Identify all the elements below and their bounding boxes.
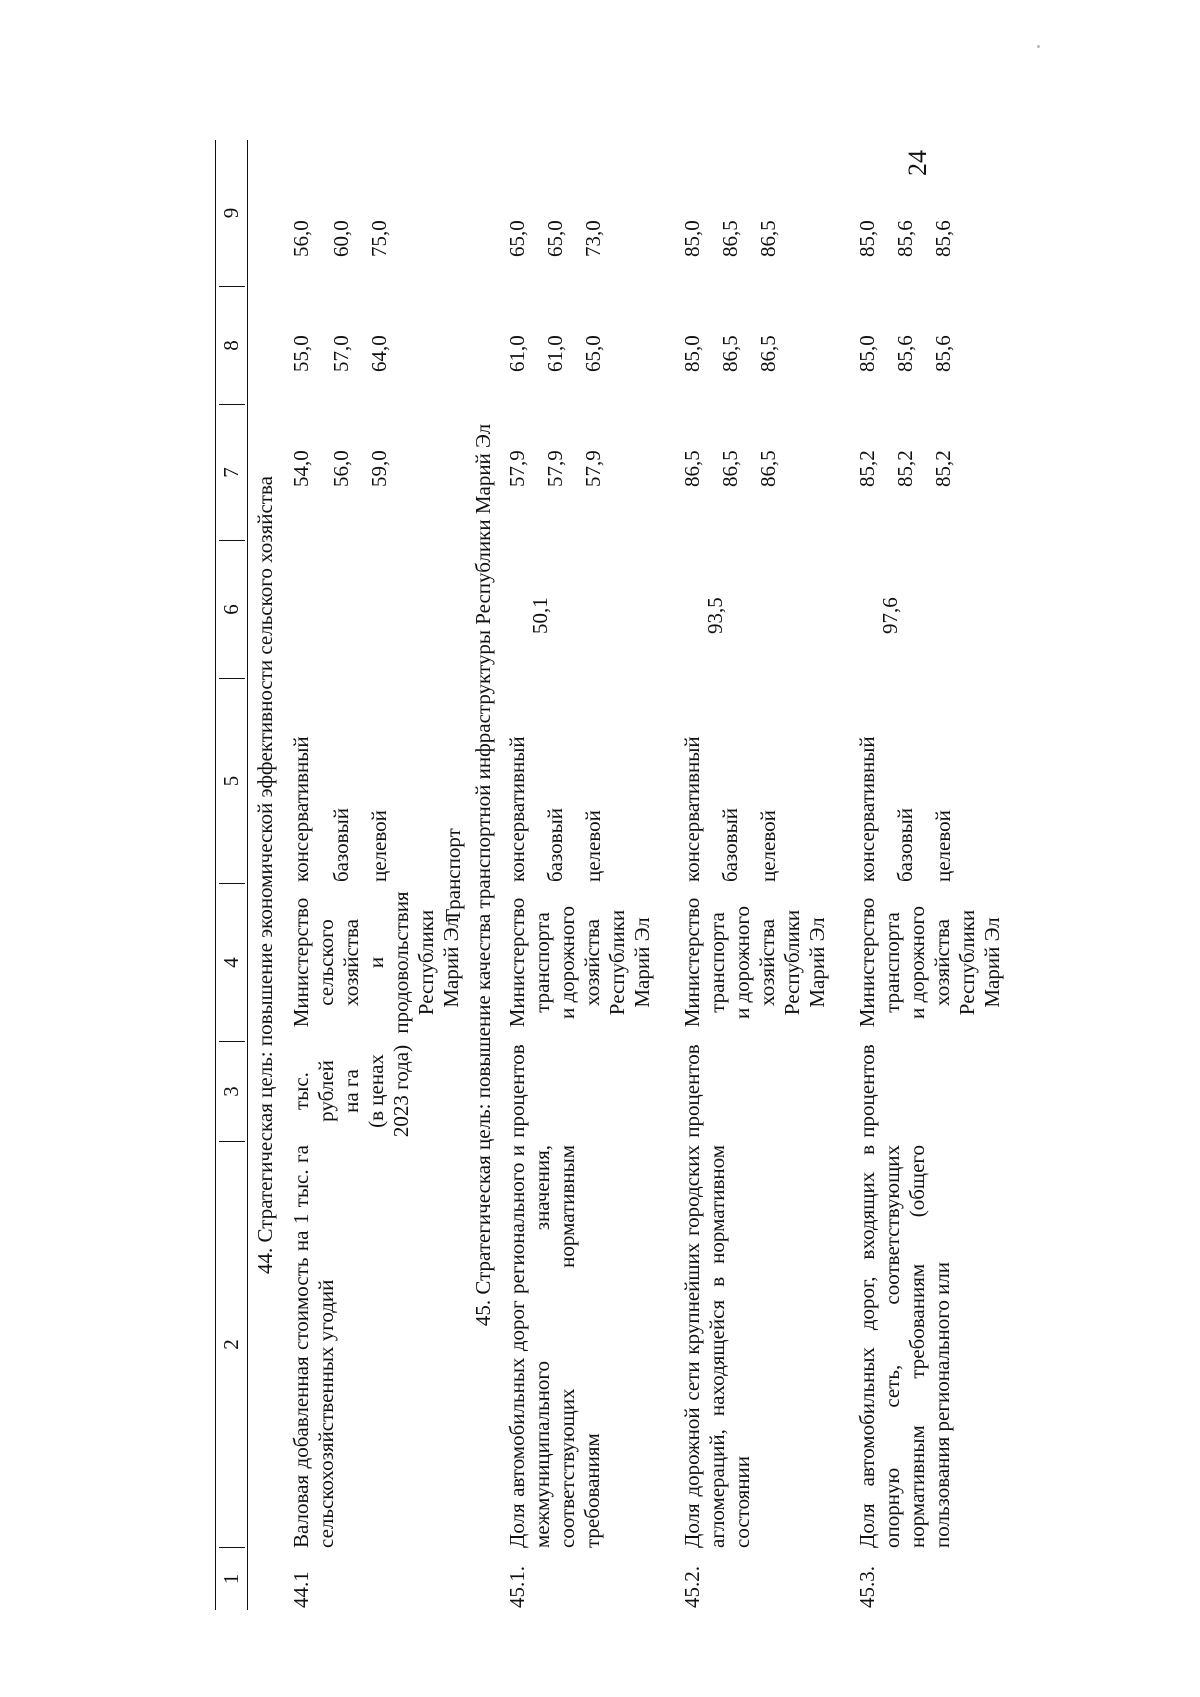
header-col-7: 7 [219,405,245,541]
owner-line: и дорожного [730,906,754,1019]
owner-line: и продовольствия [364,891,413,1034]
owner-line: Республики [780,909,804,1016]
header-col-2: 2 [219,1142,245,1548]
owner-line: хозяйства [580,919,604,1006]
header-col-3: 3 [219,1042,245,1142]
header-col-5: 5 [219,679,245,884]
header-top-rule [215,140,216,1610]
row-45-2-s2-col9: 86,5 [718,220,742,257]
owner-line: транспорта [705,912,729,1013]
owner-line: и дорожного [555,906,579,1019]
unit-line: 2023 года) [389,1044,413,1138]
header-bottom-rule [247,140,248,1610]
row-44-1-number: 44.1 [289,1571,313,1608]
row-45-2-s2-col8: 86,5 [718,335,742,372]
row-45-2-unit: процентов [680,1044,704,1138]
row-45-2-base-value: 93,5 [703,597,727,634]
row-45-3-s1-col7: 85,2 [855,450,879,487]
row-45-1-s1-col9: 65,0 [505,220,529,257]
row-44-1-name: Валовая добавленная стоимость на 1 тыс. га сельскохозяйственных угодий [289,1145,338,1548]
row-44-1-s2-col7: 56,0 [329,450,353,487]
row-44-1-s2-col8: 57,0 [329,335,353,372]
row-44-1-scenario-2: базовый [329,808,353,882]
owner-line: транспорта [880,912,904,1013]
unit-line: тыс. [289,1072,313,1110]
row-44-1-s1-col9: 56,0 [289,220,313,257]
row-44-1-s3-col7: 59,0 [367,450,391,487]
row-45-3-scenario-2: базовый [893,808,917,882]
owner-line: транспорта [530,912,554,1013]
row-45-2-scenario-3: целевой [756,810,780,882]
row-45-2-s1-col7: 86,5 [680,450,704,487]
owner-line: Республики [605,909,629,1016]
header-col-8: 8 [219,287,245,405]
owner-line: Марий Эл [630,917,654,1008]
row-45-3-scenario-1: консервативный [855,736,879,882]
row-45-2-scenario-2: базовый [718,808,742,882]
row-45-3-base-value: 97,6 [878,597,902,634]
row-45-3-s2-col7: 85,2 [893,450,917,487]
row-45-3-s3-col7: 85,2 [931,450,955,487]
row-45-3-s1-col8: 85,0 [855,335,879,372]
row-45-2-name: Доля дорожной сети крупнейших городских агломераций, находящейся в нормативном состоянии [680,1145,754,1548]
row-45-1-number: 45.1. [505,1566,529,1608]
row-45-3-unit: процентов [855,1044,879,1138]
section-title-45: 45. Стратегическая цель: повышение качества транспортной инфраструктуры Республики Марий Эл [471,423,495,1327]
row-45-2-s3-col8: 86,5 [756,335,780,372]
row-45-1-s3-col8: 65,0 [581,335,605,372]
section-title-44: 44. Стратегическая цель: повышение экономической эффективности сельского хозяйства [253,476,277,1274]
row-44-1-scenario-3: целевой [367,810,391,882]
header-col-4: 4 [219,884,245,1042]
row-45-2-owner [680,885,830,1040]
row-45-1-s3-col9: 73,0 [581,220,605,257]
header-col-6: 6 [219,541,245,679]
row-45-1-owner [505,885,655,1040]
row-44-1-s3-col9: 75,0 [367,220,391,257]
row-45-2-s1-col9: 85,0 [680,220,704,257]
row-45-3-s2-col9: 85,6 [893,220,917,257]
owner-line: Министерство [289,897,313,1028]
row-45-3-s1-col9: 85,0 [855,220,879,257]
row-45-1-s1-col7: 57,9 [505,450,529,487]
row-45-2-s1-col8: 85,0 [680,335,704,372]
owner-line: сельского хозяйства [314,919,363,1006]
row-45-1-scenario-1: консервативный [505,736,529,882]
row-45-1-s3-col7: 57,9 [581,450,605,487]
unit-line: рублей [314,1060,338,1122]
row-45-3-s3-col9: 85,6 [931,220,955,257]
row-45-3-s3-col8: 85,6 [931,335,955,372]
owner-line: Министерство [855,897,879,1028]
owner-line: Республики [414,909,438,1016]
row-45-2-number: 45.2. [680,1566,704,1608]
row-45-1-s1-col8: 61,0 [505,335,529,372]
row-44-1-owner [289,885,464,1040]
row-45-1-unit: процентов [505,1044,529,1138]
row-45-3-owner [855,885,1005,1040]
owner-line: и дорожного [905,906,929,1019]
row-45-1-base-value: 50,1 [528,597,552,634]
row-44-1-unit [289,1042,414,1140]
row-45-1-scenario-3: целевой [581,810,605,882]
row-44-1-s1-col7: 54,0 [289,450,313,487]
owner-line: Республики [955,909,979,1016]
page-number: 24 [903,150,932,176]
row-45-2-scenario-1: консервативный [680,736,704,882]
row-45-1-s2-col7: 57,9 [543,450,567,487]
row-44-1-scenario-1: консервативный [289,736,313,882]
row-45-1-s2-col8: 61,0 [543,335,567,372]
header-col-9: 9 [219,140,245,287]
unit-line: (в ценах [364,1054,388,1128]
owner-line: хозяйства [755,919,779,1006]
owner-line: Марий Эл [805,917,829,1008]
row-44-1-s3-col8: 64,0 [367,335,391,372]
row-44-1-s1-col8: 55,0 [289,335,313,372]
section-title-transport: Транспорт [441,828,465,922]
rotated-table [215,140,1200,1610]
row-45-3-s2-col8: 85,6 [893,335,917,372]
row-45-1-name: Доля автомобильных дорог регионального и межмуниципального значения, соответствующих нормативным требованиям [505,1145,604,1548]
row-45-1-s2-col9: 65,0 [543,220,567,257]
owner-line: Министерство [680,897,704,1028]
unit-line: на га [339,1069,363,1113]
owner-line: Марий Эл [980,917,1004,1008]
row-45-3-scenario-3: целевой [931,810,955,882]
row-45-2-s3-col7: 86,5 [756,450,780,487]
row-44-1-s2-col9: 60,0 [329,220,353,257]
row-45-3-name: Доля автомобильных дорог, входящих в опорную сеть, соответствующих нормативным требованиям (общего пользования регионального или [855,1145,954,1548]
row-45-3-number: 45.3. [855,1566,879,1608]
owner-line: Министерство [505,897,529,1028]
scan-speck [1037,45,1040,48]
owner-line: хозяйства [930,919,954,1006]
row-45-1-scenario-2: базовый [543,808,567,882]
row-45-2-s2-col7: 86,5 [718,450,742,487]
row-45-2-s3-col9: 86,5 [756,220,780,257]
header-col-1: 1 [219,1573,243,1585]
owner-line: Марий Эл [439,917,463,1008]
